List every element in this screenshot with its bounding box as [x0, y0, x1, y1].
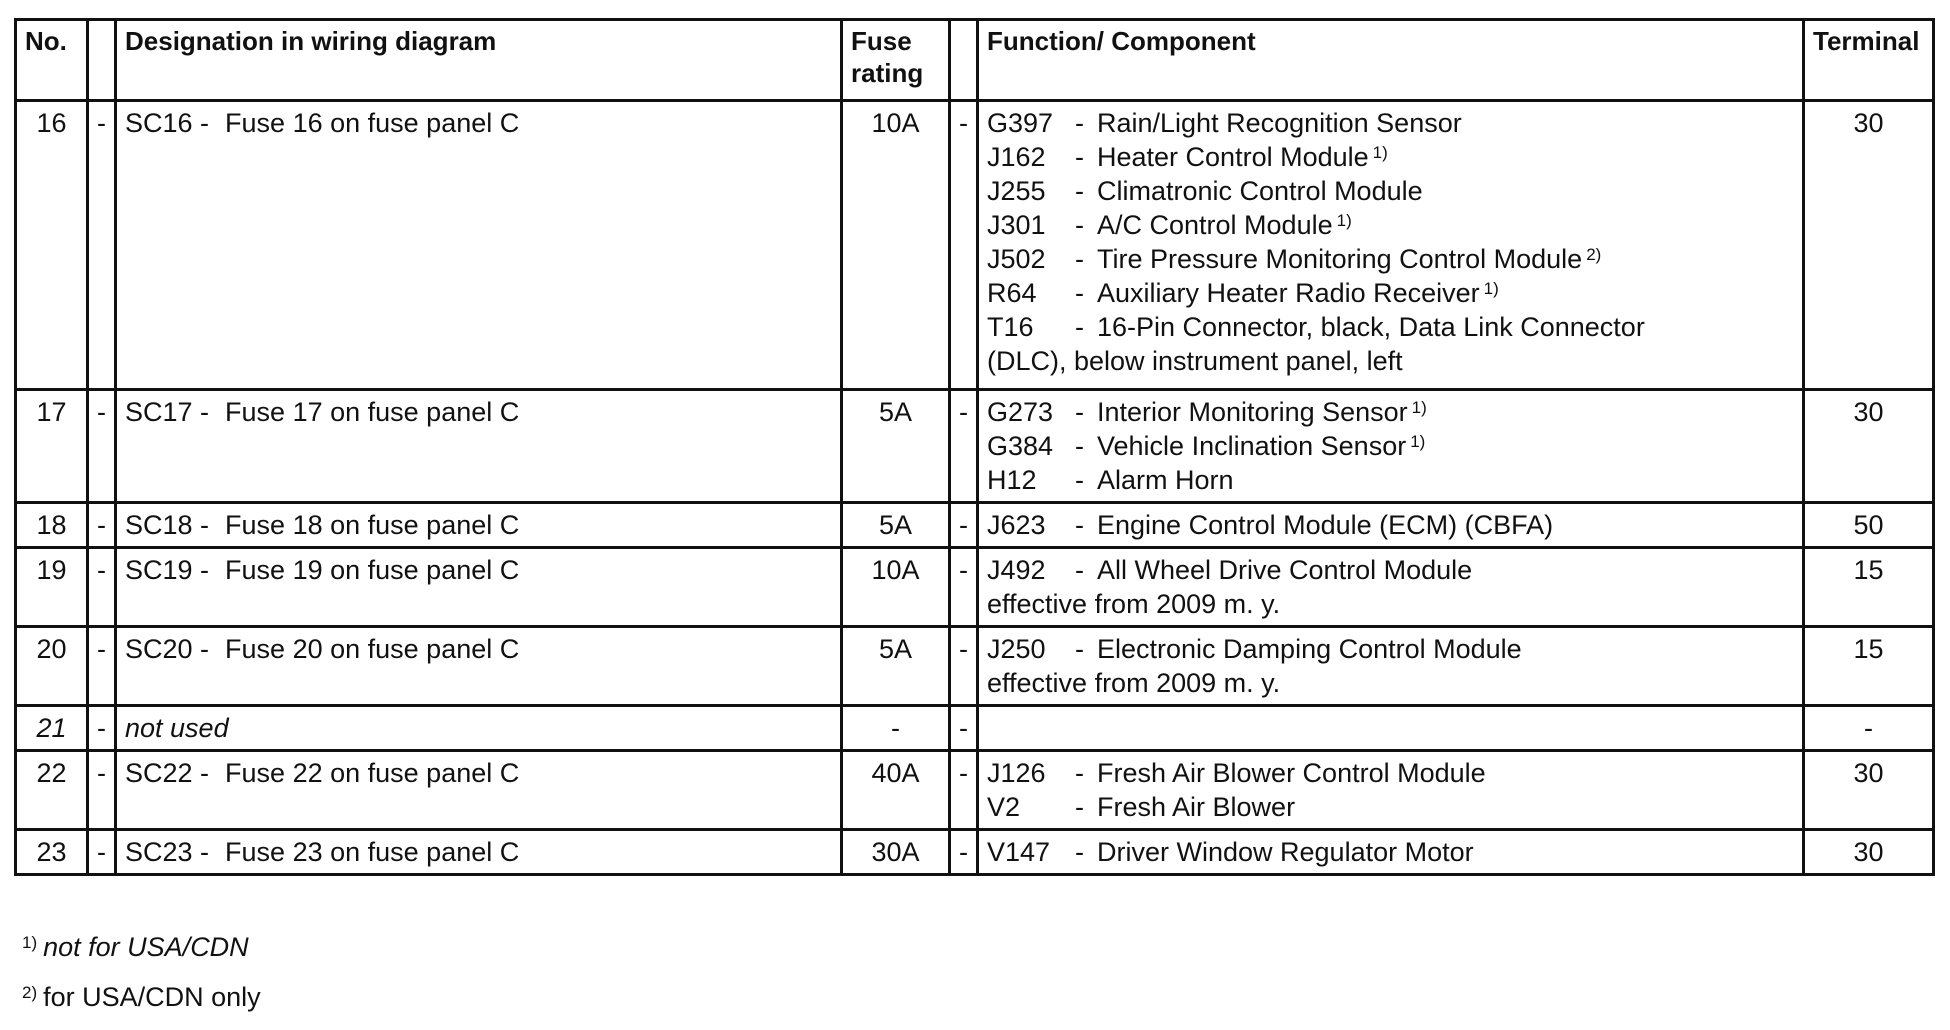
component-description	[1097, 310, 1794, 344]
row-dash-2: -	[950, 751, 978, 830]
row-designation	[116, 751, 842, 830]
header-terminal: Terminal	[1804, 20, 1934, 101]
component-description-continuation: effective from 2009 m. y.	[987, 668, 1281, 698]
row-fuse-rating: 5A	[842, 390, 950, 503]
row-number: 16	[16, 101, 88, 390]
header-fuse-rating-line1: Fuse	[851, 26, 912, 56]
fuse-code: SC20 -	[125, 634, 210, 664]
component-line	[987, 508, 1794, 542]
component-description	[1097, 463, 1794, 497]
header-fuse-rating-line2: rating	[851, 58, 924, 88]
designation-line	[125, 395, 832, 429]
component-code: J162	[987, 142, 1046, 172]
fuse-table-body	[16, 101, 1934, 875]
row-components	[978, 751, 1804, 830]
component-name: Fresh Air Blower	[1097, 792, 1296, 822]
component-code: T16	[987, 312, 1034, 342]
component-code: V147	[987, 837, 1051, 867]
row-dash-2: -	[950, 101, 978, 390]
row-designation	[116, 548, 842, 627]
row-fuse-rating: -	[842, 706, 950, 751]
row-fuse-rating: 5A	[842, 627, 950, 706]
row-dash-2: -	[950, 706, 978, 751]
component-code: J623	[987, 510, 1046, 540]
row-dash-2: -	[950, 627, 978, 706]
row-terminal: 30	[1804, 101, 1934, 390]
row-components	[978, 627, 1804, 706]
component-name: All Wheel Drive Control Module	[1097, 555, 1473, 585]
component-separator: -	[1075, 792, 1084, 822]
component-name: Climatronic Control Module	[1097, 176, 1423, 206]
row-dash-1: -	[88, 101, 116, 390]
row-dash-1: -	[88, 751, 116, 830]
row-dash-1: -	[88, 627, 116, 706]
component-name: Engine Control Module (ECM) (CBFA)	[1097, 510, 1554, 540]
designation-line	[125, 711, 832, 745]
fuse-table-sheet	[14, 18, 1935, 876]
fuse-description: Fuse 19 on fuse panel C	[225, 555, 520, 585]
component-line	[987, 106, 1794, 140]
component-separator: -	[1075, 312, 1084, 342]
component-name: Interior Monitoring Sensor	[1097, 397, 1408, 427]
component-name: Vehicle Inclination Sensor	[1097, 431, 1407, 461]
header-dash-1	[88, 20, 116, 101]
fuse-description: Fuse 16 on fuse panel C	[225, 108, 520, 138]
fuse-code: SC17 -	[125, 397, 210, 427]
component-line	[987, 140, 1794, 174]
footnote-2-mark: 2)	[22, 983, 38, 1002]
designation-line	[125, 632, 832, 666]
component-description	[1097, 276, 1794, 310]
row-dash-2: -	[950, 503, 978, 548]
component-separator: -	[1075, 142, 1084, 172]
component-name: Heater Control Module	[1097, 142, 1369, 172]
row-fuse-rating: 10A	[842, 101, 950, 390]
table-row	[16, 751, 1934, 830]
table-row	[16, 627, 1934, 706]
component-description	[1097, 174, 1794, 208]
row-designation	[116, 390, 842, 503]
designation-line	[125, 553, 832, 587]
component-description	[1097, 756, 1794, 790]
footnote-marker: 1)	[1336, 211, 1352, 230]
fuse-description: Fuse 18 on fuse panel C	[225, 510, 520, 540]
footnote-2	[22, 980, 261, 1030]
fuse-code: SC16 -	[125, 108, 210, 138]
row-number: 22	[16, 751, 88, 830]
component-description	[1097, 429, 1794, 463]
row-dash-2: -	[950, 548, 978, 627]
footnotes	[22, 930, 261, 1030]
component-name: A/C Control Module	[1097, 210, 1333, 240]
row-dash-2: -	[950, 830, 978, 875]
header-fuse-rating	[842, 20, 950, 101]
component-separator: -	[1075, 431, 1084, 461]
row-number: 23	[16, 830, 88, 875]
fuse-table	[14, 18, 1935, 876]
component-name: Fresh Air Blower Control Module	[1097, 758, 1486, 788]
row-components	[978, 503, 1804, 548]
component-code: J126	[987, 758, 1046, 788]
component-description	[1097, 395, 1794, 429]
footnote-marker: 1)	[1372, 143, 1388, 162]
row-number: 21	[16, 706, 88, 751]
header-designation: Designation in wiring diagram	[116, 20, 842, 101]
component-separator: -	[1075, 837, 1084, 867]
designation-line	[125, 756, 832, 790]
row-fuse-rating: 5A	[842, 503, 950, 548]
component-description-continuation: effective from 2009 m. y.	[987, 589, 1281, 619]
footnote-marker: 1)	[1483, 279, 1499, 298]
row-fuse-rating: 10A	[842, 548, 950, 627]
component-separator: -	[1075, 465, 1084, 495]
component-name: Rain/Light Recognition Sensor	[1097, 108, 1462, 138]
row-dash-1: -	[88, 548, 116, 627]
component-separator: -	[1075, 210, 1084, 240]
component-line	[987, 553, 1794, 587]
component-description	[1097, 835, 1794, 869]
table-row	[16, 101, 1934, 390]
row-components	[978, 390, 1804, 503]
row-components	[978, 548, 1804, 627]
row-terminal: 30	[1804, 390, 1934, 503]
component-line	[987, 429, 1794, 463]
component-name: 16-Pin Connector, black, Data Link Connector	[1097, 312, 1645, 342]
component-line	[987, 835, 1794, 869]
table-row	[16, 830, 1934, 875]
footnote-marker: 2)	[1586, 245, 1602, 264]
component-name: Electronic Damping Control Module	[1097, 634, 1522, 664]
row-terminal: 15	[1804, 627, 1934, 706]
component-description	[1097, 106, 1794, 140]
row-designation	[116, 830, 842, 875]
designation-line	[125, 835, 832, 869]
row-components	[978, 706, 1804, 751]
component-description	[1097, 208, 1794, 242]
component-separator: -	[1075, 278, 1084, 308]
component-code: H12	[987, 465, 1037, 495]
fuse-code: SC18 -	[125, 510, 210, 540]
component-description	[1097, 553, 1794, 587]
component-name: Alarm Horn	[1097, 465, 1234, 495]
row-terminal: 50	[1804, 503, 1934, 548]
fuse-code: SC22 -	[125, 758, 210, 788]
fuse-code: SC19 -	[125, 555, 210, 585]
row-fuse-rating: 40A	[842, 751, 950, 830]
row-fuse-rating: 30A	[842, 830, 950, 875]
fuse-description: Fuse 17 on fuse panel C	[225, 397, 520, 427]
component-name: Auxiliary Heater Radio Receiver	[1097, 278, 1480, 308]
component-code: J301	[987, 210, 1046, 240]
row-terminal: -	[1804, 706, 1934, 751]
component-separator: -	[1075, 397, 1084, 427]
footnote-marker: 1)	[1411, 398, 1427, 417]
fuse-description: Fuse 23 on fuse panel C	[225, 837, 520, 867]
component-description-continuation: (DLC), below instrument panel, left	[987, 346, 1403, 376]
component-description	[1097, 508, 1794, 542]
component-description	[1097, 790, 1794, 824]
component-description	[1097, 140, 1794, 174]
component-separator: -	[1075, 758, 1084, 788]
component-separator: -	[1075, 555, 1084, 585]
component-code: J502	[987, 244, 1046, 274]
footnote-1-mark: 1)	[22, 933, 38, 952]
header-function: Function/ Component	[978, 20, 1804, 101]
row-number: 20	[16, 627, 88, 706]
component-name: Tire Pressure Monitoring Control Module	[1097, 244, 1583, 274]
fuse-code: SC23 -	[125, 837, 210, 867]
designation-line	[125, 508, 832, 542]
row-terminal: 30	[1804, 751, 1934, 830]
row-number: 17	[16, 390, 88, 503]
row-dash-1: -	[88, 830, 116, 875]
component-name: Driver Window Regulator Motor	[1097, 837, 1474, 867]
component-description	[1097, 242, 1794, 276]
component-separator: -	[1075, 244, 1084, 274]
component-line	[987, 276, 1794, 310]
row-designation	[116, 627, 842, 706]
table-row	[16, 706, 1934, 751]
row-components	[978, 101, 1804, 390]
component-description	[1097, 632, 1794, 666]
row-designation	[116, 101, 842, 390]
component-code: J250	[987, 634, 1046, 664]
component-code: R64	[987, 278, 1037, 308]
table-row	[16, 390, 1934, 503]
component-code: G384	[987, 431, 1054, 461]
row-terminal: 15	[1804, 548, 1934, 627]
row-number: 18	[16, 503, 88, 548]
component-line	[987, 310, 1794, 344]
header-dash-2	[950, 20, 978, 101]
component-line	[987, 756, 1794, 790]
component-code: J492	[987, 555, 1046, 585]
row-dash-1: -	[88, 503, 116, 548]
footnote-2-text: for USA/CDN only	[43, 982, 261, 1012]
header-no: No.	[16, 20, 88, 101]
row-terminal: 30	[1804, 830, 1934, 875]
component-separator: -	[1075, 176, 1084, 206]
footnote-marker: 1)	[1410, 432, 1426, 451]
row-designation	[116, 706, 842, 751]
footnote-1	[22, 930, 261, 980]
component-line	[987, 395, 1794, 429]
component-line	[987, 463, 1794, 497]
fuse-description: not used	[125, 713, 229, 743]
table-row	[16, 548, 1934, 627]
component-code: V2	[987, 792, 1021, 822]
fuse-description: Fuse 20 on fuse panel C	[225, 634, 520, 664]
row-dash-2: -	[950, 390, 978, 503]
component-code: J255	[987, 176, 1046, 206]
component-code: G273	[987, 397, 1054, 427]
component-line	[987, 632, 1794, 666]
row-designation	[116, 503, 842, 548]
table-row	[16, 503, 1934, 548]
header-row	[16, 20, 1934, 101]
component-line	[987, 242, 1794, 276]
row-dash-1: -	[88, 706, 116, 751]
row-dash-1: -	[88, 390, 116, 503]
component-line	[987, 174, 1794, 208]
component-line	[987, 790, 1794, 824]
row-number: 19	[16, 548, 88, 627]
component-separator: -	[1075, 108, 1084, 138]
component-separator: -	[1075, 510, 1084, 540]
component-line	[987, 208, 1794, 242]
footnote-1-text: not for USA/CDN	[43, 932, 249, 962]
fuse-description: Fuse 22 on fuse panel C	[225, 758, 520, 788]
component-separator: -	[1075, 634, 1084, 664]
row-components	[978, 830, 1804, 875]
component-code: G397	[987, 108, 1054, 138]
designation-line	[125, 106, 832, 140]
